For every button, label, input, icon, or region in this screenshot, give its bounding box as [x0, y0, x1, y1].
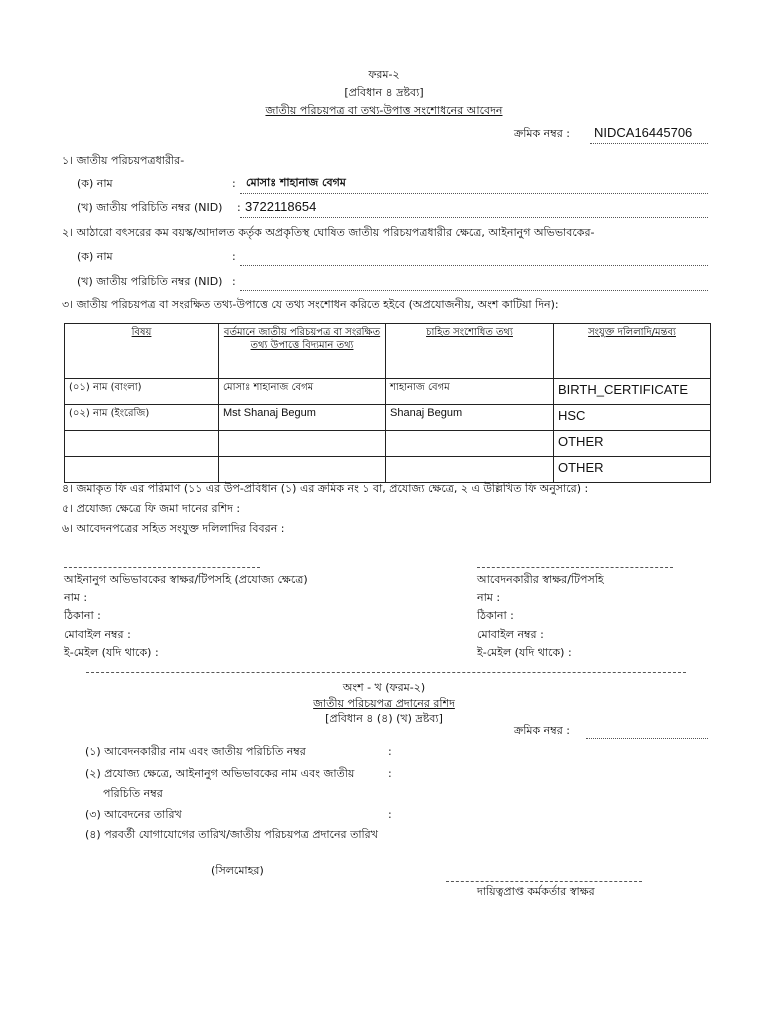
cell-subject: (০২) নাম (ইংরেজি)	[65, 405, 219, 431]
holder-nid-colon: :	[237, 201, 241, 214]
cell-attachment: HSC	[554, 405, 711, 431]
table-row	[65, 379, 711, 405]
guardian-address: ঠিকানা :	[64, 609, 101, 622]
receipt-title: জাতীয় পরিচয়পত্র প্রদানের রশিদ	[313, 697, 455, 710]
cell-existing	[219, 431, 386, 457]
cell-attachment: OTHER	[554, 431, 711, 457]
receipt-part-title: অংশ - খ (ফরম-২)	[342, 681, 426, 694]
cell-subject	[65, 457, 219, 483]
applicant-signature-line	[477, 567, 673, 568]
table-row	[65, 405, 711, 431]
receipt-item-3-colon: :	[388, 808, 392, 821]
cell-requested	[386, 431, 554, 457]
applicant-signature-label: আবেদনকারীর স্বাক্ষর/টিপসহি	[477, 573, 604, 586]
table-row	[65, 431, 711, 457]
guardian-nid-line	[240, 290, 708, 291]
guardian-mobile: মোবাইল নম্বর :	[64, 628, 131, 641]
guardian-name-colon: :	[232, 250, 236, 263]
guardian-signature-label: আইনানুগ অভিভাবকের স্বাক্ষর/টিপসহি (প্রযোজ্য ক্ষেত্রে)	[64, 573, 308, 586]
guardian-nid-label: (খ) জাতীয় পরিচিতি নম্বর (NID)	[77, 275, 223, 288]
guardian-name-label: (ক) নাম	[77, 250, 113, 263]
guardian-email: ই-মেইল (যদি থাকে) :	[64, 646, 159, 659]
cell-attachment: OTHER	[554, 457, 711, 483]
holder-name-line	[240, 193, 708, 194]
serial-line	[590, 143, 708, 144]
section3-heading: ৩। জাতীয় পরিচয়পত্র বা সংরক্ষিত তথ্য-উপাত্তে যে তথ্য সংশোধন করিতে হইবে (অপ্রযোজনীয়, অংশ কাটিয়া দিন):	[62, 298, 559, 311]
header-existing-info: বর্তমানে জাতীয় পরিচয়পত্র বা সংরক্ষিত তথ্য উপাত্তে বিদ্যমান তথ্য	[219, 324, 386, 379]
receipt-item-4: (৪) পরবর্তী যোগাযোগের তারিখ/জাতীয় পরিচয়পত্র প্রদানের তারিখ	[85, 828, 378, 841]
table-row	[65, 457, 711, 483]
section-divider	[86, 672, 686, 673]
rule-reference: [প্রবিধান ৪ দ্রষ্টব্য]	[344, 86, 424, 99]
cell-subject	[65, 431, 219, 457]
cell-existing: Mst Shanaj Begum	[219, 405, 386, 431]
receipt-item-2-cont: পরিচিতি নম্বর	[103, 787, 163, 800]
receipt-item-3: (৩) আবেদনের তারিখ	[85, 808, 182, 821]
page-title: জাতীয় পরিচয়পত্র বা তথ্য-উপাত্ত সংশোধনের আবেদন	[265, 104, 503, 117]
header-requested-correction: চাহিত সংশোধিত তথ্য	[386, 324, 554, 379]
guardian-name-line	[240, 265, 708, 266]
cell-attachment: BIRTH_CERTIFICATE	[554, 379, 711, 405]
receipt-serial-label: ক্রমিক নম্বর :	[514, 724, 570, 737]
cell-requested: শাহানাজ বেগম	[386, 379, 554, 405]
serial-label: ক্রমিক নম্বর :	[514, 127, 570, 140]
cell-requested	[386, 457, 554, 483]
guardian-name: নাম :	[64, 591, 88, 604]
receipt-item-1-colon: :	[388, 745, 392, 758]
cell-existing	[219, 457, 386, 483]
section2-heading: ২। আঠারো বৎসরের কম বয়স্ক/আদালত কর্তৃক অপ্রকৃতিস্থ ঘোষিত জাতীয় পরিচয়পত্রধারীর ক্ষেত্রে, আইনানুগ অভিভাবকের-	[62, 226, 595, 239]
applicant-name: নাম :	[477, 591, 501, 604]
table-header-row	[65, 324, 711, 379]
holder-name-label: (ক) নাম	[77, 177, 113, 190]
cell-subject: (০১) নাম (বাংলা)	[65, 379, 219, 405]
receipt-serial-line	[586, 738, 708, 739]
header-subject: বিষয়	[65, 324, 219, 379]
holder-nid-value: 3722118654	[245, 199, 317, 214]
receipt-item-1: (১) আবেদনকারীর নাম এবং জাতীয় পরিচিতি নম্বর	[85, 745, 306, 758]
serial-value: NIDCA16445706	[594, 125, 693, 140]
section6-attachments: ৬। আবেদনপত্রের সহিত সংযুক্ত দলিলাদির বিবরন :	[62, 522, 285, 535]
correction-table	[64, 323, 711, 483]
section4-fee: ৪। জমাকৃত ফি এর পরিমাণ (১১ এর উপ-প্রবিধান (১) এর ক্রমিক নং ১ বা, প্রযোজ্য ক্ষেত্রে, ২ এ উল্লিখিত ফি অনুসারে) :	[62, 482, 589, 495]
applicant-mobile: মোবাইল নম্বর :	[477, 628, 544, 641]
holder-nid-line	[240, 217, 708, 218]
holder-name-value: মোসাঃ শাহানাজ বেগম	[246, 176, 346, 189]
cell-requested: Shanaj Begum	[386, 405, 554, 431]
guardian-nid-colon: :	[232, 275, 236, 288]
section1-heading: ১। জাতীয় পরিচয়পত্রধারীর-	[62, 154, 185, 167]
holder-nid-label: (খ) জাতীয় পরিচিতি নম্বর (NID)	[77, 201, 223, 214]
receipt-rule-reference: [প্রবিধান ৪ (৪) (খ) দ্রষ্টব্য]	[325, 712, 443, 725]
holder-name-colon: :	[232, 177, 236, 190]
guardian-signature-line	[64, 567, 260, 568]
applicant-email: ই-মেইল (যদি থাকে) :	[477, 646, 572, 659]
receipt-item-2: (২) প্রযোজ্য ক্ষেত্রে, আইনানুগ অভিভাবকের নাম এবং জাতীয়	[85, 767, 355, 780]
section5-receipt: ৫। প্রযোজ্য ক্ষেত্রে ফি জমা দানের রশিদ :	[62, 502, 241, 515]
officer-signature-label: দায়িত্বপ্রাপ্ত কর্মকর্তার স্বাক্ষর	[477, 885, 595, 898]
officer-signature-line	[446, 881, 642, 882]
cell-existing: মোসাঃ শাহানাজ বেগম	[219, 379, 386, 405]
form-title: ফরম-২	[368, 68, 400, 81]
header-attached-documents: সংযুক্ত দলিলাদি/মন্তব্য	[554, 324, 711, 379]
applicant-address: ঠিকানা :	[477, 609, 514, 622]
receipt-item-2-colon: :	[388, 767, 392, 780]
seal-label: (সিলমোহর)	[211, 864, 264, 877]
